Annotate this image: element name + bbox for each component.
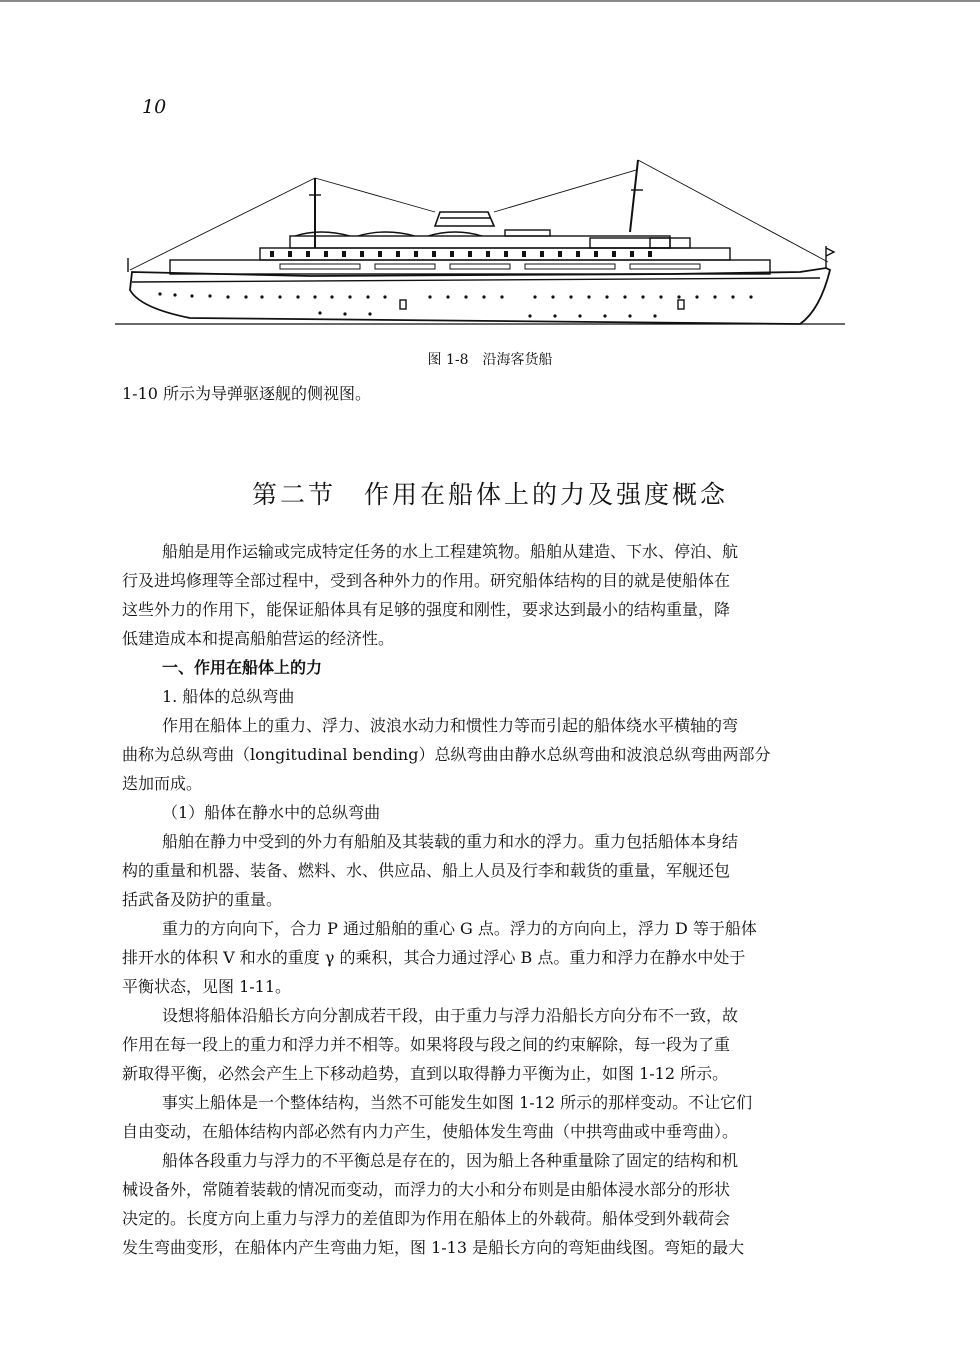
paragraph-line: 新取得平衡，必然会产生上下移动趋势，直到以取得静力平衡为止，如图 1-12 所示。 — [122, 1064, 729, 1083]
paragraph-line: 低建造成本和提高船舶营运的经济性。 — [122, 629, 395, 648]
subsection-heading: 一、作用在船体上的力 — [162, 658, 323, 677]
paragraph-line: 械设备外，常随着装载的情况而变动，而浮力的大小和分布则是由船体浸水部分的形状 — [122, 1180, 731, 1199]
coastal-passenger-cargo-ship-figure — [110, 150, 870, 340]
paragraph-line: 平衡状态，见图 1-11。 — [122, 977, 292, 996]
paragraph-line: 发生弯曲变形，在船体内产生弯曲力矩，图 1-13 是船长方向的弯矩曲线图。弯矩的最大 — [122, 1238, 745, 1257]
paragraph-line: 行及进坞修理等全部过程中，受到各种外力的作用。研究船体结构的目的就是使船体在 — [122, 571, 731, 590]
item-heading: （1）船体在静水中的总纵弯曲 — [162, 803, 381, 822]
paragraph-line: 自由变动，在船体结构内部必然有内力产生，使船体发生弯曲（中拱弯曲或中垂弯曲）。 — [122, 1122, 739, 1141]
paragraph-line: 这些外力的作用下，能保证船体具有足够的强度和刚性，要求达到最小的结构重量，降 — [122, 600, 731, 619]
paragraph-line: 排开水的体积 V 和水的重度 γ 的乘积，其合力通过浮心 B 点。重力和浮力在静水中处于 — [122, 948, 746, 967]
paragraph-line: 作用在船体上的重力、浮力、波浪水动力和惯性力等而引起的船体绕水平横轴的弯 — [162, 716, 739, 735]
figure-caption: 图 1-8 沿海客货船 — [427, 352, 553, 368]
paragraph-line: 设想将船体沿船长方向分割成若干段，由于重力与浮力沿船长方向分布不一致，故 — [162, 1006, 739, 1025]
paragraph-line: 曲称为总纵弯曲（longitudinal bending）总纵弯曲由静水总纵弯曲和波浪总纵弯曲两部分 — [122, 745, 771, 764]
sub-subsection-heading: 1. 船体的总纵弯曲 — [162, 687, 295, 706]
paragraph-line: 作用在每一段上的重力和浮力并不相等。如果将段与段之间的约束解除，每一段为了重 — [122, 1035, 731, 1054]
section-title: 第二节 作用在船体上的力及强度概念 — [251, 480, 728, 509]
paragraph-line: 重力的方向向下，合力 P 通过船舶的重心 G 点。浮力的方向向上，浮力 D 等于船体 — [162, 919, 757, 938]
paragraph-line: 船舶是用作运输或完成特定任务的水上工程建筑物。船舶从建造、下水、停泊、航 — [162, 542, 739, 561]
paragraph-line: 迭加而成。 — [122, 774, 203, 793]
paragraph-line: 构的重量和机器、装备、燃料、水、供应品、船上人员及行李和载货的重量，军舰还包 — [122, 861, 731, 880]
paragraph-line: 决定的。长度方向上重力与浮力的差值即为作用在船体上的外载荷。船体受到外载荷会 — [122, 1209, 731, 1228]
paragraph-line: 船舶在静力中受到的外力有船舶及其装载的重力和水的浮力。重力包括船体本身结 — [162, 832, 739, 851]
body-line: 1-10 所示为导弹驱逐舰的侧视图。 — [122, 384, 372, 403]
page-top-border — [0, 0, 980, 2]
paragraph-line: 括武备及防护的重量。 — [122, 890, 283, 909]
paragraph-line: 事实上船体是一个整体结构，当然不可能发生如图 1-12 所示的那样变动。不让它们 — [162, 1093, 753, 1112]
paragraph-line: 船体各段重力与浮力的不平衡总是存在的，因为船上各种重量除了固定的结构和机 — [162, 1151, 739, 1170]
page-number: 10 — [142, 96, 167, 118]
